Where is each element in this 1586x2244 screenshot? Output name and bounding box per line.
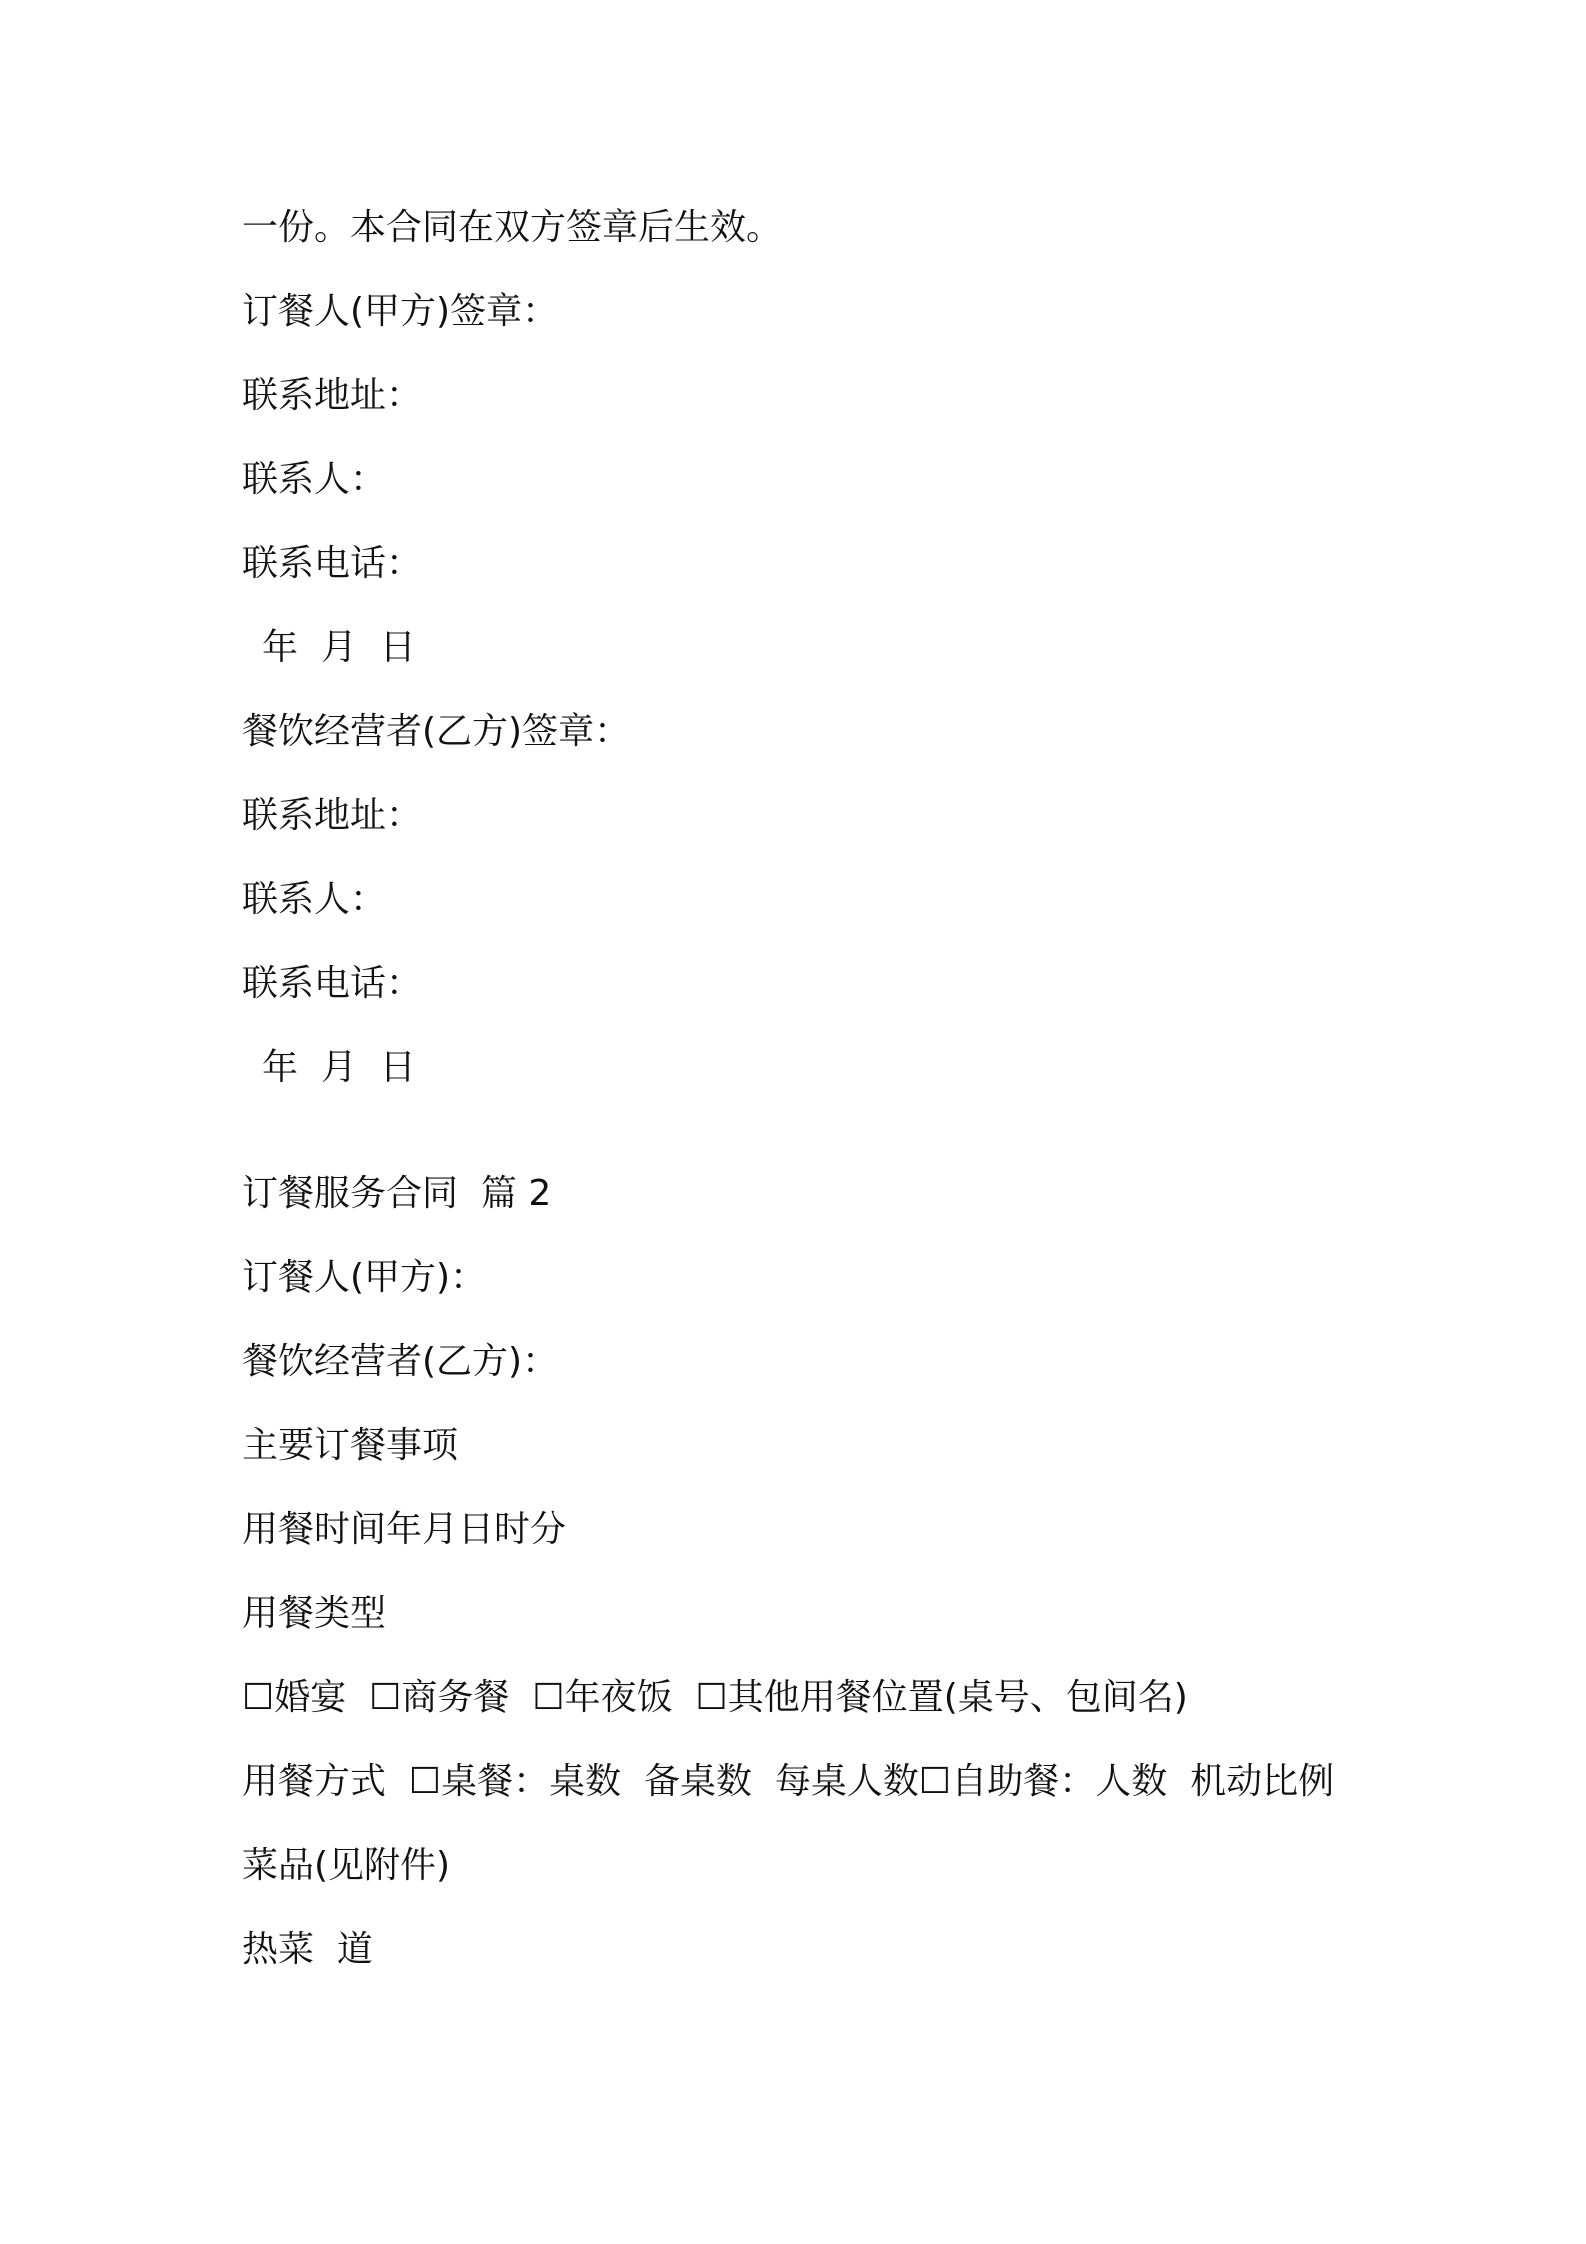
party-a-address-label: 联系地址： [242,375,423,416]
dining-type-options: ☐婚宴 ☐商务餐 ☐年夜饭 ☐其他用餐位置(桌号、包间名) [242,1677,1188,1718]
dining-type-heading: 用餐类型 [242,1593,387,1634]
party-a-contact-label: 联系人： [242,459,387,500]
party-b-phone-label: 联系电话： [242,963,423,1004]
dining-time-line: 用餐时间年月日时分 [242,1509,567,1550]
party-b-contact-label: 联系人： [242,879,387,920]
party-b-label: 餐饮经营者(乙方)： [242,1341,559,1382]
party-b-date-line: 年 月 日 [262,1047,416,1088]
hot-dishes-line: 热菜 道 [242,1929,373,1970]
party-b-address-label: 联系地址： [242,795,423,836]
section-title: 订餐服务合同 篇 2 [242,1173,552,1214]
party-a-date-line: 年 月 日 [262,627,416,668]
main-order-items-heading: 主要订餐事项 [242,1425,459,1466]
party-a-phone-label: 联系电话： [242,543,423,584]
party-a-label: 订餐人(甲方)： [242,1257,487,1298]
dishes-heading: 菜品(见附件) [242,1845,451,1886]
dining-method-options: 用餐方式 ☐桌餐：桌数 备桌数 每桌人数☐自助餐：人数 机动比例 [242,1761,1335,1802]
party-b-signature-label: 餐饮经营者(乙方)签章： [242,711,631,752]
party-a-signature-label: 订餐人(甲方)签章： [242,291,559,332]
text-line-effective-clause: 一份。本合同在双方签章后生效。 [242,207,783,248]
